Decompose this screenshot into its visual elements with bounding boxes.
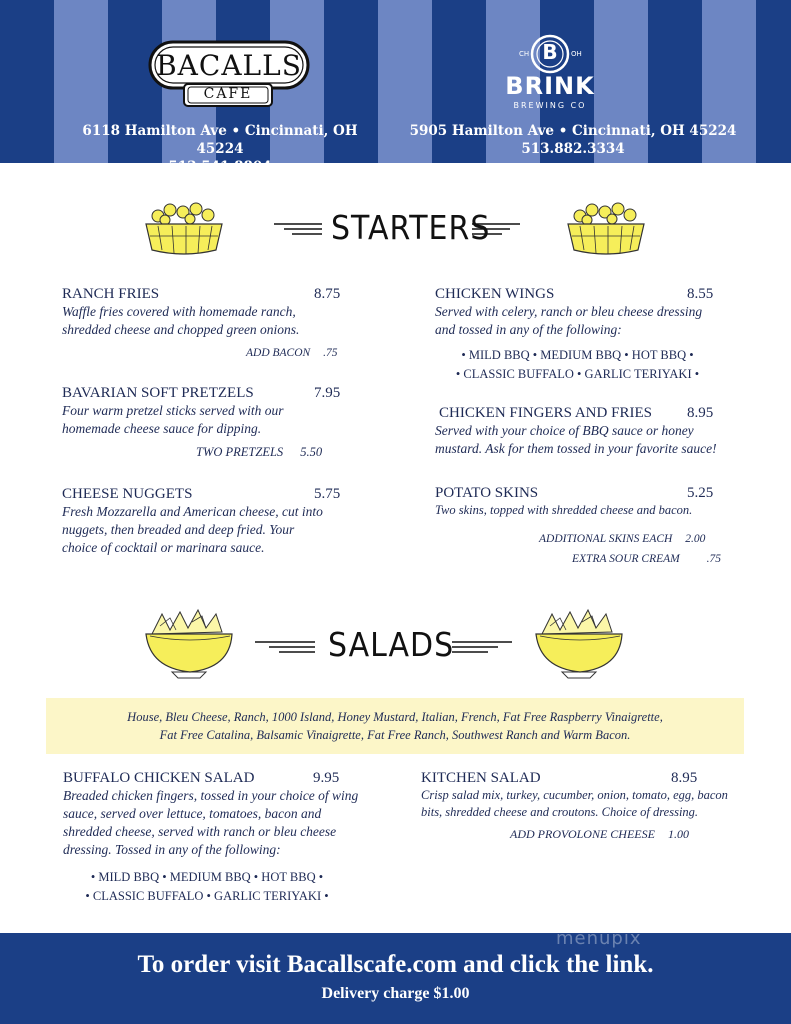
item-name: BAVARIAN SOFT PRETZELS — [62, 385, 254, 401]
sauce-options-line-2: • CLASSIC BUFFALO • GARLIC TERIYAKI • — [455, 367, 700, 381]
salads-left-lines — [255, 640, 315, 662]
item-description: Waffle fries covered with homemade ranch, shredded cheese and chopped green onions. — [62, 304, 300, 337]
sauce-options-line-1: • MILD BBQ • MEDIUM BBQ • HOT BBQ • — [461, 348, 694, 362]
salad-bowl-icon-left — [142, 606, 238, 686]
dressing-list-line-1: House, Bleu Cheese, Ranch, 1000 Island, Honey Mustard, Italian, French, Fat Free Raspberry Vinaigrette, — [127, 710, 663, 724]
item-price: 7.95 — [314, 385, 341, 401]
extra-add-bacon — [246, 347, 337, 359]
starters-right-lines — [472, 222, 520, 244]
extra-label: EXTRA SOUR CREAM — [572, 553, 680, 565]
starters-left-lines — [274, 222, 322, 244]
item-description: Fresh Mozzarella and American cheese, cut into nuggets, then breaded and deep fried. Your choice of cocktail or marinara sauce. — [62, 504, 323, 555]
bacalls-logo-text: BACALLS — [156, 49, 302, 82]
item-price: 8.75 — [314, 286, 341, 302]
brink-brewing-logo — [495, 34, 605, 118]
salads-heading: SALADS — [328, 626, 455, 665]
extra-label: ADD PROVOLONE CHEESE — [510, 827, 655, 841]
menu-item-chicken-wings — [435, 286, 725, 339]
menu-item-potato-skins — [435, 485, 725, 519]
menu-item-kitchen-salad — [421, 770, 733, 821]
item-name: CHEESE NUGGETS — [62, 486, 193, 502]
item-name: BUFFALO CHICKEN SALAD — [63, 770, 255, 786]
extra-price: 1.00 — [667, 827, 689, 841]
item-name: KITCHEN SALAD — [421, 770, 541, 786]
item-name: CHICKEN WINGS — [435, 286, 555, 302]
starters-heading: STARTERS — [331, 209, 491, 248]
item-description: Four warm pretzel sticks served with our homemade cheese sauce for dipping. — [62, 403, 284, 436]
brink-address: 5905 Hamilton Ave • Cincinnati, OH 45224 — [409, 123, 737, 139]
footer-banner — [0, 933, 791, 1024]
item-price: 8.55 — [687, 286, 714, 302]
brink-logo-letter: B — [542, 40, 558, 64]
extra-price: 2.00 — [685, 533, 706, 545]
extra-label: ADDITIONAL SKINS EACH — [539, 533, 673, 545]
order-online-text[interactable]: To order visit Bacallscafe.com and click the link. — [137, 951, 654, 978]
extra-price: .75 — [706, 553, 721, 565]
fries-basket-icon-left — [138, 200, 230, 264]
item-description: Crisp salad mix, turkey, cucumber, onion, tomato, egg, bacon bits, shredded cheese and croutons. Choice of dressing. — [421, 788, 728, 819]
delivery-charge-text: Delivery charge $1.00 — [321, 985, 470, 1002]
brink-contact — [408, 122, 738, 158]
buffalo-sauce-options — [62, 868, 352, 906]
extra-price: .75 — [323, 347, 338, 359]
item-price: 5.75 — [314, 486, 341, 502]
brink-logo-ch: CH — [519, 50, 530, 58]
menu-item-cheese-nuggets — [62, 486, 347, 557]
item-price: 8.95 — [671, 770, 698, 786]
menu-item-chicken-fingers — [435, 405, 735, 458]
bacalls-contact — [60, 122, 380, 176]
sauce-options-line-2: • CLASSIC BUFFALO • GARLIC TERIYAKI • — [85, 889, 329, 903]
brink-logo-sub: BREWING CO — [513, 101, 587, 110]
dressing-list-line-2: Fat Free Catalina, Balsamic Vinaigrette, Fat Free Ranch, Southwest Ranch and Warm Bacon. — [159, 728, 631, 742]
extra-add-provolone — [510, 827, 689, 842]
salad-bowl-icon-right — [532, 606, 628, 686]
item-name: RANCH FRIES — [62, 286, 160, 302]
brink-phone[interactable]: 513.882.3334 — [521, 141, 625, 157]
menu-item-bavarian-pretzels — [62, 385, 347, 438]
extra-two-pretzels — [196, 445, 322, 460]
menu-item-buffalo-chicken-salad — [63, 770, 373, 859]
extra-additional-skins — [539, 533, 705, 545]
brink-logo-oh: OH — [571, 50, 582, 58]
brink-logo-text: BRINK — [505, 72, 595, 100]
item-description: Two skins, topped with shredded cheese and bacon. — [435, 503, 693, 517]
bacalls-cafe-logo — [148, 38, 310, 110]
header-banner — [0, 0, 791, 175]
item-name: POTATO SKINS — [435, 485, 539, 501]
bacalls-phone[interactable]: 513.541.8804 — [168, 159, 272, 175]
dressing-options-band — [46, 698, 744, 754]
item-price: 9.95 — [313, 770, 340, 786]
item-price: 5.25 — [687, 485, 714, 501]
menu-item-ranch-fries — [62, 286, 347, 339]
extra-price: 5.50 — [300, 445, 323, 459]
item-description: Served with your choice of BBQ sauce or honey mustard. Ask for them tossed in your favorite sauce! — [435, 423, 717, 456]
extra-label: ADD BACON — [246, 347, 311, 359]
item-price: 8.95 — [687, 405, 714, 421]
item-description: Breaded chicken fingers, tossed in your choice of wing sauce, served over lettuce, tomatoes, bacon and shredded cheese, served with ranch or bleu cheese dressing. Tossed in any of the following: — [63, 788, 359, 857]
extra-sour-cream — [572, 553, 721, 565]
extra-label: TWO PRETZELS — [196, 445, 284, 459]
bacalls-address: 6118 Hamilton Ave • Cincinnati, OH 45224 — [82, 123, 358, 157]
item-description: Served with celery, ranch or bleu cheese dressing and tossed in any of the following: — [435, 304, 703, 337]
wings-sauce-options — [435, 346, 720, 384]
fries-basket-icon-right — [560, 200, 652, 264]
item-name: CHICKEN FINGERS AND FRIES — [439, 405, 652, 421]
salads-right-lines — [452, 640, 512, 662]
bacalls-logo-sub: CAFE — [203, 86, 253, 102]
menupix-watermark: menupix — [556, 928, 642, 949]
sauce-options-line-1: • MILD BBQ • MEDIUM BBQ • HOT BBQ • — [90, 870, 324, 884]
